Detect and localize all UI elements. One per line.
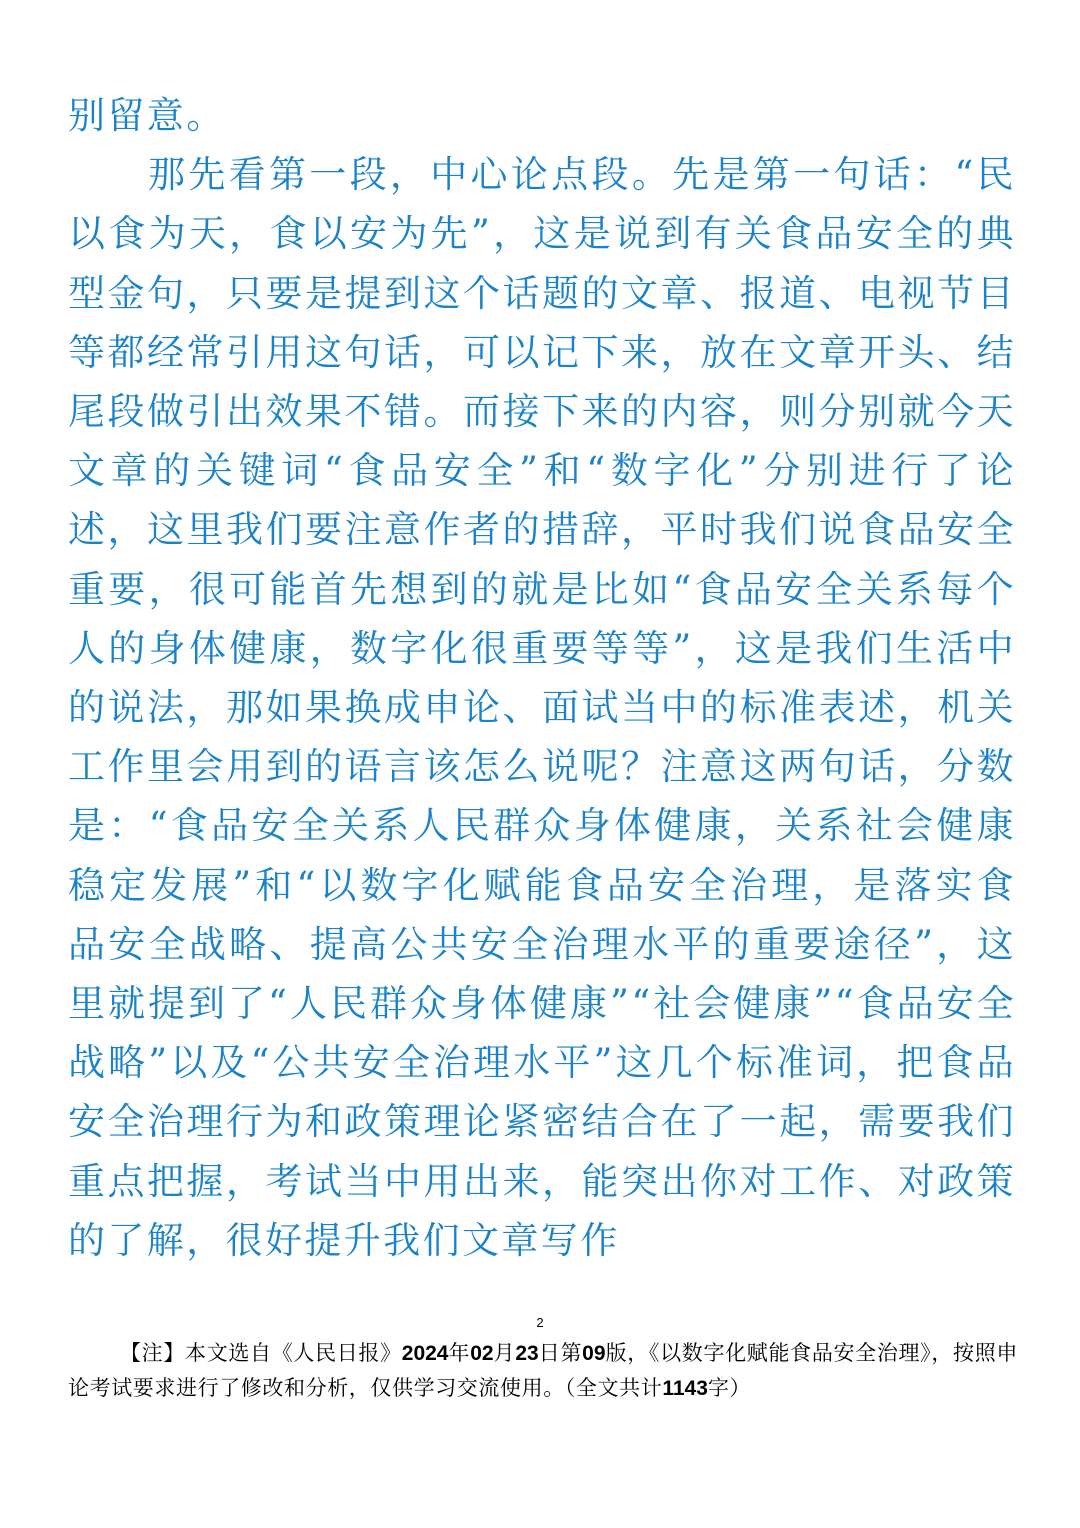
footnote-month: 02 [470,1342,494,1365]
footnote-year: 2024 [401,1342,449,1365]
body-text [68,86,1016,1270]
source-footnote [68,1336,1018,1406]
footnote-label: 【注】本文选自《人民日报》 [120,1341,402,1365]
page-number: 2 [536,1315,544,1330]
footnote-edition: 09 [582,1342,606,1365]
footnote-month-unit: 月 [493,1341,516,1365]
footnote-day: 23 [515,1342,539,1365]
continuation-text: 别留意。 [68,94,226,137]
analysis-paragraph: 那先看第一段，中心论点段。先是第一句话：“民以食为天，食以安为先”，这是说到有关食品安全的典型金句，只要是提到这个话题的文章、报道、电视节目等都经常引用这句话，可以记下来，放在文章开头、结尾段做引出效果不错。而接下来的内容，则分别就今天文章的关键词“食品安全”和“数字化”分别进行了论述，这里我们要注意作者的措辞，平时我们说食品安全重要，很可能首先想到的就是比如“食品安全关系每个人的身体健康，数字化很重要等等”，这是我们生活中的说法，那如果换成申论、面试当中的标准表述，机关工作里会用到的语言该怎么说呢？注意这两句话，分数是：“食品安全关系人民群众身体健康，关系社会健康稳定发展”和“以数字化赋能食品安全治理，是落实食品安全战略、提高公共安全治理水平的重要途径”，这里就提到了“人民群众身体健康”“社会健康”“食品安全战略”以及“公共安全治理水平”这几个标准词，把食品安全治理行为和政策理论紧密结合在了一起，需要我们重点把握，考试当中用出来，能突出你对工作、对政策的了解，很好提升我们文章写作 [68,153,1016,1262]
footnote-day-unit: 日第 [538,1341,583,1365]
footnote-end: 字） [707,1376,752,1400]
footnote-word-count: 1143 [662,1377,708,1400]
footnote-year-unit: 年 [448,1341,471,1365]
footnote-text: 版，《以数字化赋能食品安全治理》，按照申论考试要求进行了修改和分析，仅供学习交流使用。（全文共计 [68,1341,1018,1400]
